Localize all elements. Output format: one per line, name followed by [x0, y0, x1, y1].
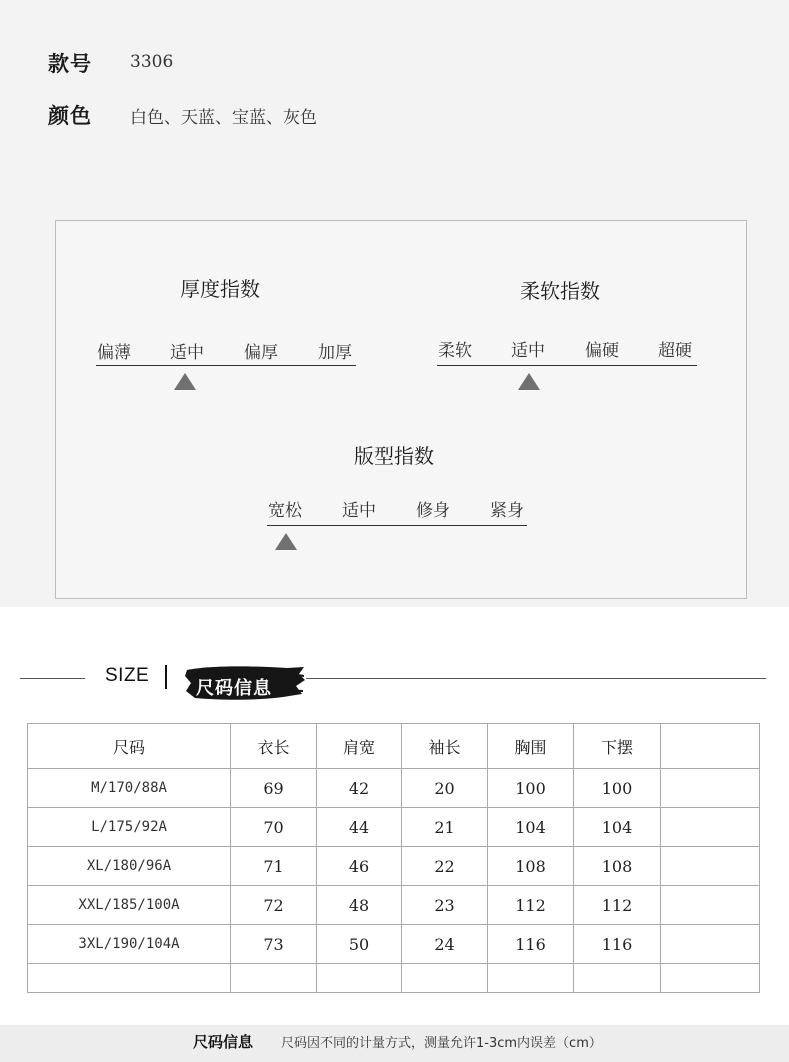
table-cell: 21 [402, 808, 488, 847]
fit-marker-icon [275, 533, 297, 550]
table-cell [574, 964, 661, 993]
color-value: 白色、天蓝、宝蓝、灰色 [130, 108, 317, 128]
softness-marker-icon [518, 373, 540, 390]
style-number-label: 款号 [48, 52, 92, 76]
table-cell [488, 964, 574, 993]
table-cell: 108 [488, 847, 574, 886]
size-title-en: SIZE [105, 665, 150, 686]
table-cell: 42 [317, 769, 402, 808]
softness-index-title: 柔软指数 [520, 279, 600, 303]
table-cell: 48 [317, 886, 402, 925]
thickness-option: 偏薄 [97, 343, 131, 363]
table-row [28, 886, 760, 925]
table-cell: 112 [574, 886, 661, 925]
thickness-option: 适中 [170, 343, 204, 363]
table-cell [661, 886, 760, 925]
header-cell [661, 724, 760, 769]
table-row [28, 847, 760, 886]
size-divider-right [306, 678, 766, 679]
size-divider-left [20, 678, 85, 679]
table-cell: 24 [402, 925, 488, 964]
table-cell [661, 808, 760, 847]
table-cell: 72 [231, 886, 317, 925]
thickness-scale-line [96, 365, 356, 366]
style-number-value: 3306 [130, 52, 174, 72]
table-row [28, 808, 760, 847]
size-title-cn: 尺码信息 [196, 678, 272, 699]
fit-option: 宽松 [268, 501, 302, 521]
size-table-header [28, 724, 760, 769]
size-table [27, 723, 760, 993]
table-cell [402, 964, 488, 993]
header-cell: 尺码 [28, 724, 231, 769]
softness-option: 适中 [511, 341, 545, 361]
fit-option: 适中 [342, 501, 376, 521]
size-cell: L/175/92A [28, 808, 231, 847]
size-cell: M/170/88A [28, 769, 231, 808]
header-cell: 肩宽 [317, 724, 402, 769]
table-row [28, 769, 760, 808]
table-cell: 22 [402, 847, 488, 886]
color-label: 颜色 [48, 104, 92, 128]
table-cell: 44 [317, 808, 402, 847]
fit-option: 紧身 [490, 501, 524, 521]
header-cell: 胸围 [488, 724, 574, 769]
table-row-empty [28, 964, 760, 993]
size-title-separator [165, 665, 167, 689]
table-cell [661, 847, 760, 886]
table-cell: 104 [574, 808, 661, 847]
softness-option: 超硬 [658, 341, 692, 361]
table-cell [231, 964, 317, 993]
footer-note: 尺码因不同的计量方式，测量允许1-3cm内误差（cm） [281, 1036, 602, 1051]
table-cell: 100 [574, 769, 661, 808]
fit-index-title: 版型指数 [354, 444, 434, 468]
header-cell: 下摆 [574, 724, 661, 769]
table-cell [28, 964, 231, 993]
table-cell: 50 [317, 925, 402, 964]
fabric-index-box [55, 220, 747, 599]
thickness-option: 偏厚 [244, 343, 278, 363]
fit-option: 修身 [416, 501, 450, 521]
table-cell: 104 [488, 808, 574, 847]
table-cell: 100 [488, 769, 574, 808]
table-cell [317, 964, 402, 993]
table-cell: 116 [574, 925, 661, 964]
table-cell: 46 [317, 847, 402, 886]
table-cell: 116 [488, 925, 574, 964]
header-cell: 衣长 [231, 724, 317, 769]
thickness-marker-icon [174, 373, 196, 390]
thickness-index-title: 厚度指数 [180, 277, 260, 301]
thickness-option: 加厚 [318, 343, 352, 363]
table-cell: 70 [231, 808, 317, 847]
size-cell: XXL/185/100A [28, 886, 231, 925]
table-cell [661, 769, 760, 808]
table-row [28, 925, 760, 964]
fit-scale-line [267, 525, 527, 526]
table-cell [661, 925, 760, 964]
header-cell: 袖长 [402, 724, 488, 769]
softness-option: 柔软 [438, 341, 472, 361]
softness-scale-line [437, 365, 697, 366]
table-cell: 20 [402, 769, 488, 808]
table-cell: 69 [231, 769, 317, 808]
table-cell: 108 [574, 847, 661, 886]
table-cell: 71 [231, 847, 317, 886]
size-cell: XL/180/96A [28, 847, 231, 886]
table-cell: 73 [231, 925, 317, 964]
footer-label: 尺码信息 [193, 1033, 254, 1051]
table-cell [661, 964, 760, 993]
softness-option: 偏硬 [585, 341, 619, 361]
size-cell: 3XL/190/104A [28, 925, 231, 964]
table-cell: 112 [488, 886, 574, 925]
table-cell: 23 [402, 886, 488, 925]
